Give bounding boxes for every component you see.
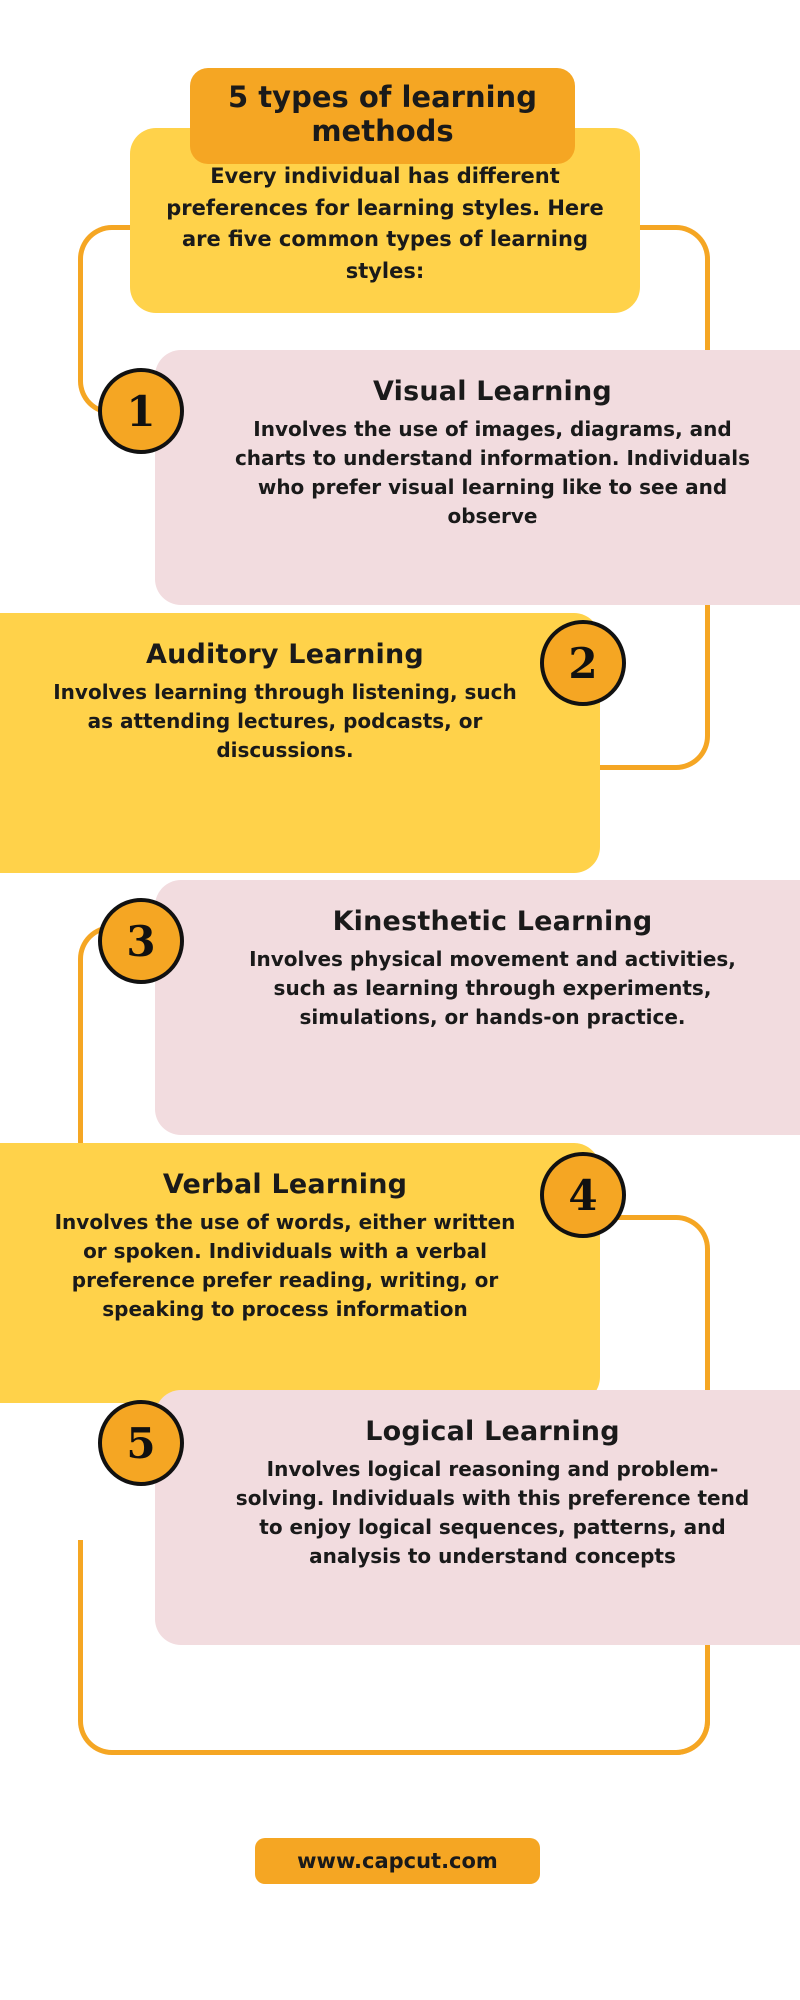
- step-heading-3: Kinesthetic Learning: [332, 906, 653, 937]
- step-number-badge-2: 2: [540, 620, 626, 706]
- page-title: 5 types of learning methods: [190, 68, 575, 164]
- step-body-2: Involves learning through listening, such as attending lectures, podcasts, or discussions.: [53, 680, 517, 762]
- step-body-1: Involves the use of images, diagrams, and charts to understand information. Individuals who prefer visual learning like to see and observe: [234, 417, 751, 528]
- step-body-4: Involves the use of words, either written or spoken. Individuals with a verbal preference prefer reading, writing, or speaking to process information: [54, 1210, 516, 1321]
- step-card-3: [155, 880, 800, 1135]
- step-card-5: [155, 1390, 800, 1645]
- step-card-1: [155, 350, 800, 605]
- step-card-2: [0, 613, 600, 873]
- intro-text: Every individual has different preferences for learning styles. Here are five common types of learning styles:: [166, 164, 604, 283]
- step-number-badge-4: 4: [540, 1152, 626, 1238]
- step-number-badge-5: 5: [98, 1400, 184, 1486]
- step-number-badge-1: 1: [98, 368, 184, 454]
- step-body-5: Involves logical reasoning and problem-solving. Individuals with this preference tend to enjoy logical sequences, patterns, and analysis to understand concepts: [235, 1457, 750, 1568]
- step-heading-1: Visual Learning: [373, 376, 612, 407]
- step-heading-5: Logical Learning: [365, 1416, 620, 1447]
- step-heading-4: Verbal Learning: [162, 1169, 408, 1200]
- step-heading-2: Auditory Learning: [146, 639, 424, 670]
- footer-website-link[interactable]: www.capcut.com: [255, 1838, 540, 1884]
- step-card-4: [0, 1143, 600, 1403]
- step-number-badge-3: 3: [98, 898, 184, 984]
- step-body-3: Involves physical movement and activities, such as learning through experiments, simulations, or hands-on practice.: [249, 947, 736, 1029]
